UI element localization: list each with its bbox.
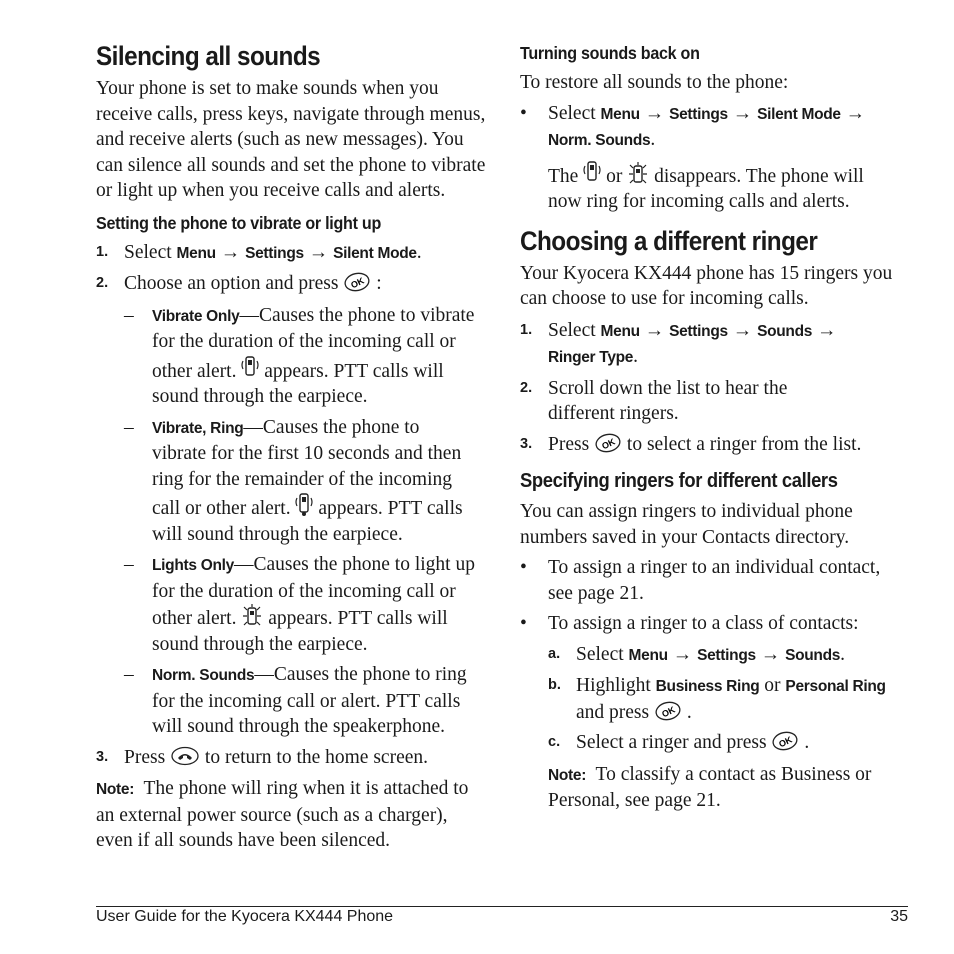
- substep-c: c. Select a ringer and press OK .: [548, 732, 810, 753]
- step-2: 2. Choose an option and press OK :: [96, 273, 382, 294]
- restore-bullet: • Select Menu → Settings → Silent Mode → Norm. Sounds.: [520, 102, 866, 150]
- ringer-step-3: 3. Press OK to select a ringer from the list.: [520, 433, 862, 455]
- option-vibrate-only: – Vibrate Only—Causes the phone to vibrate for the duration of the incoming call or other alert. appears. PTT calls will sound through the earpiece.: [124, 304, 475, 407]
- lights-icon: [627, 162, 649, 186]
- ok-key-icon: [654, 700, 682, 722]
- svg-text:OK: OK: [660, 704, 677, 719]
- page-number: 35: [890, 908, 908, 925]
- section-title-ringer: Choosing a different ringer: [520, 225, 818, 256]
- note-charger: Note: The phone will ring when it is attached to an external power source (such as a charger), even if all sounds have been silenced.: [96, 778, 469, 851]
- ok-key-icon: [343, 271, 371, 293]
- assign-bullet-class: • To assign a ringer to a class of contacts:: [520, 613, 859, 634]
- ringer-step-1: 1. Select Menu → Settings → Sounds → Ringer Type.: [520, 319, 837, 367]
- restore-text: To restore all sounds to the phone:: [520, 72, 789, 93]
- option-lights-only: – Lights Only—Causes the phone to light up for the duration of the incoming call or other alert. appears. PTT calls will sound through the earpiece.: [124, 554, 475, 655]
- svg-text:OK: OK: [349, 275, 367, 291]
- ok-key-icon: [771, 730, 799, 752]
- option-norm-sounds: – Norm. Sounds—Causes the phone to ring for the incoming call or alert. PTT calls will sound through the speakerphone.: [124, 664, 467, 737]
- step-3: 3. Press to return to the home screen.: [96, 746, 429, 768]
- note-classify: Note: To classify a contact as Business or Personal, see page 21.: [548, 763, 872, 811]
- svg-text:OK: OK: [777, 734, 795, 750]
- left-column: [96, 40, 488, 854]
- footer-title: User Guide for the Kyocera KX444 Phone: [96, 908, 394, 925]
- assign-intro: You can assign ringers to individual phone numbers saved in your Contacts directory.: [520, 501, 853, 548]
- vibrate-ring-icon: [295, 492, 313, 518]
- subheading-turning-back-on: Turning sounds back on: [520, 43, 700, 63]
- ok-key-icon: [594, 432, 622, 454]
- ringer-intro: Your Kyocera KX444 phone has 15 ringers you can choose to use for incoming calls.: [520, 262, 893, 309]
- vibrate-icon: [241, 355, 259, 381]
- option-vibrate-ring: – Vibrate, Ring—Causes the phone to vibrate for the first 10 seconds and then ring for the remainder of the incoming call or other alert. appears. PTT calls will sound through the earpiece.: [124, 416, 463, 545]
- step-1: 1. Select Menu → Settings → Silent Mode.: [96, 241, 422, 263]
- svg-text:OK: OK: [600, 436, 617, 451]
- section-title-silencing: Silencing all sounds: [96, 41, 321, 71]
- ringer-step-2: 2. Scroll down the list to hear the different ringers.: [520, 377, 788, 424]
- subheading-specifying-ringers: Specifying ringers for different callers: [520, 470, 838, 492]
- lights-icon: [241, 604, 263, 628]
- page-footer: [96, 906, 908, 925]
- vibrate-icon: [583, 160, 601, 186]
- subheading-vibrate-light: Setting the phone to vibrate or light up: [96, 212, 382, 233]
- substep-b: b. Highlight Business Ring or Personal Ring and press OK .: [548, 675, 886, 723]
- silencing-intro: Your phone is set to make sounds when you receive calls, press keys, navigate through menus, and receive alerts (such as new messages). You can silence all sounds and set the phone to vibrate or light up when you receive calls and alerts.: [96, 78, 486, 201]
- right-column: [520, 40, 912, 814]
- disappear-text: The or disappears. The phone will now ring for incoming calls and alerts.: [520, 160, 912, 215]
- end-key-icon: [170, 745, 200, 767]
- substep-a: a. Select Menu → Settings → Sounds.: [548, 643, 845, 665]
- assign-bullet-individual: • To assign a ringer to an individual contact, see page 21.: [520, 557, 881, 604]
